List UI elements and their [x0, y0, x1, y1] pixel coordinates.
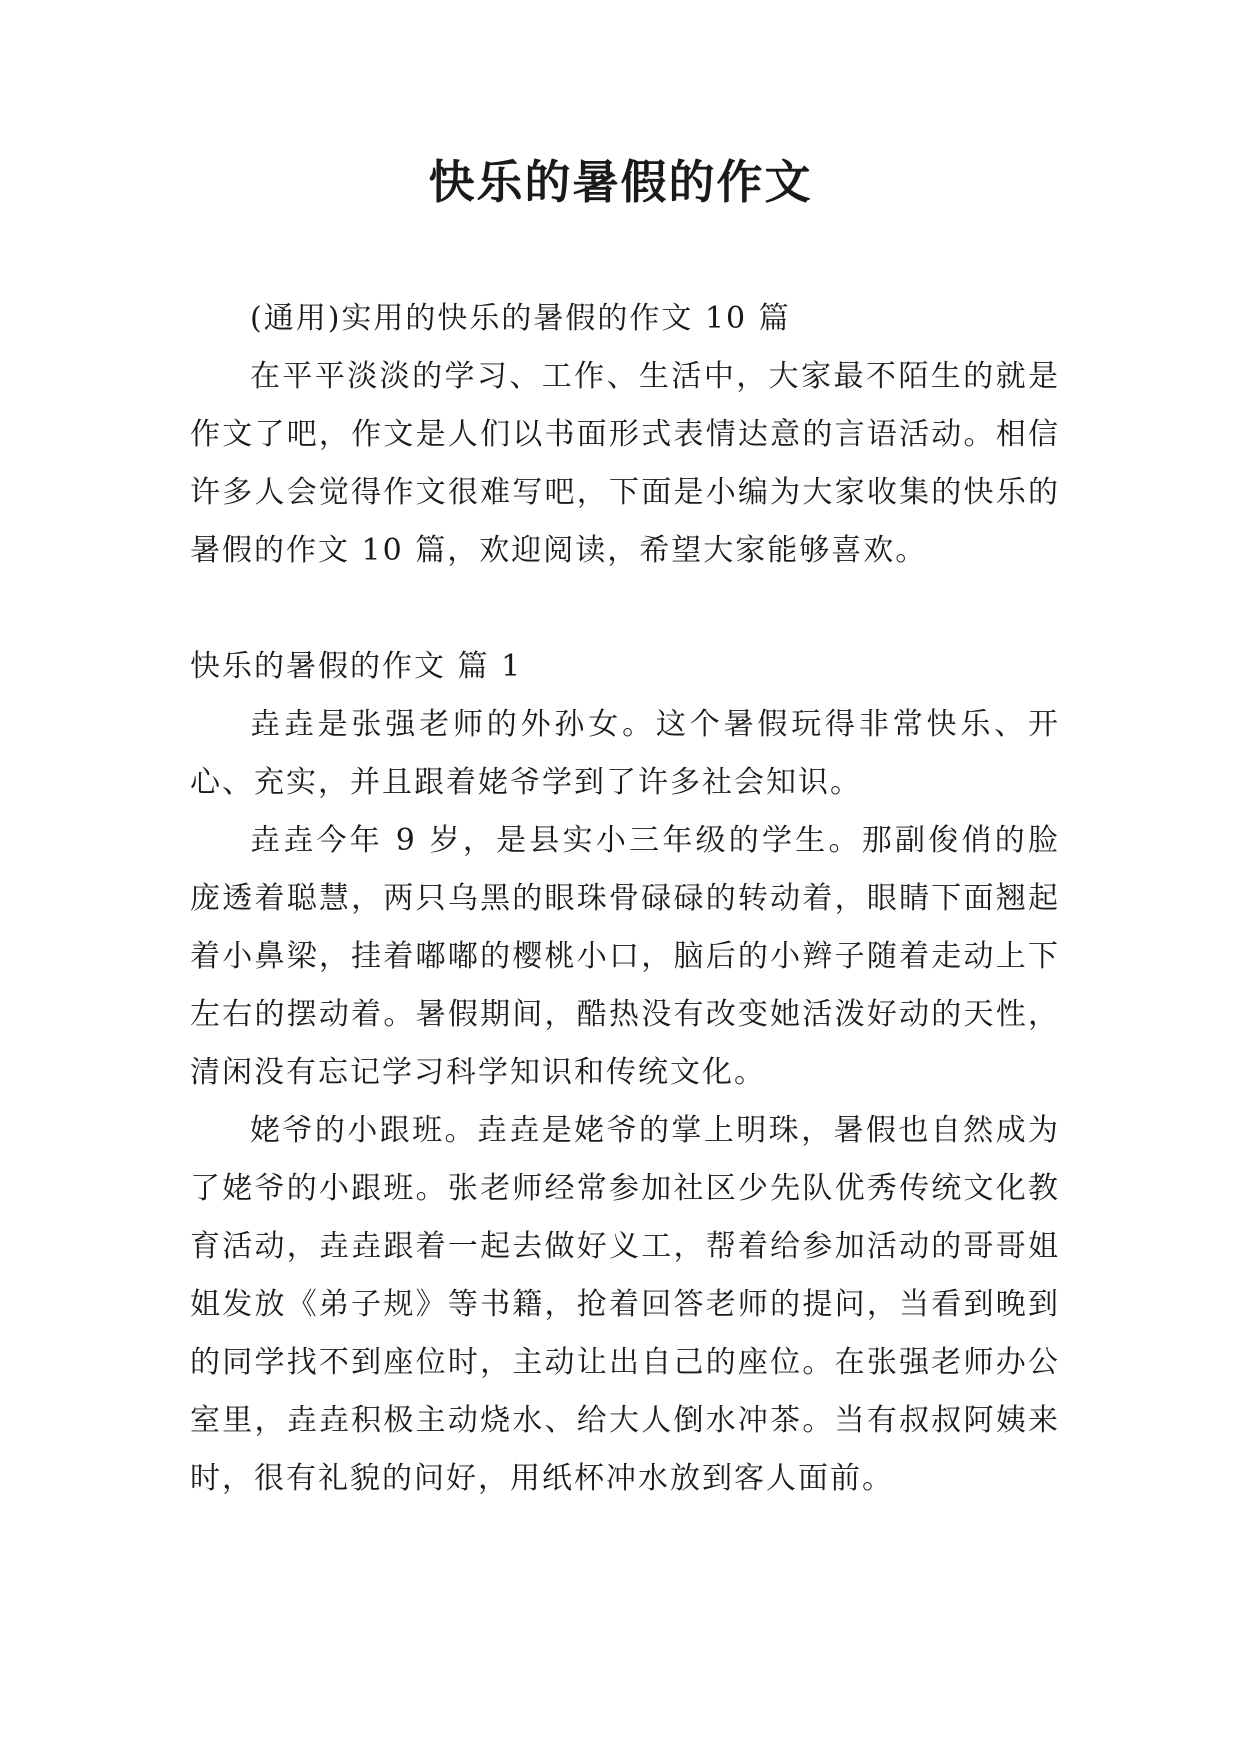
page-title: 快乐的暑假的作文 [428, 155, 813, 209]
section-heading: 快乐的暑假的作文 篇 1 [190, 649, 523, 684]
document-body [190, 290, 1060, 1508]
body-paragraph-2: 垚垚今年 9 岁，是县实小三年级的学生。那副俊俏的脸庞透着聪慧，两只乌黑的眼珠骨碌碌的转动着，眼睛下面翘起着小鼻梁，挂着嘟嘟的樱桃小口，脑后的小辫子随着走动上下左右的摆动着。暑假期间，酷热没有改变她活泼好动的天性，清闲没有忘记学习科学知识和传统文化。 [190, 823, 1060, 1090]
body-paragraph-1: 垚垚是张强老师的外孙女。这个暑假玩得非常快乐、开心、充实，并且跟着姥爷学到了许多社会知识。 [190, 707, 1060, 800]
document-subtitle: (通用)实用的快乐的暑假的作文 10 篇 [250, 301, 791, 336]
intro-paragraph: 在平平淡淡的学习、工作、生活中，大家最不陌生的就是作文了吧，作文是人们以书面形式表情达意的言语活动。相信许多人会觉得作文很难写吧，下面是小编为大家收集的快乐的暑假的作文 10 篇，欢迎阅读，希望大家能够喜欢。 [190, 359, 1060, 568]
body-paragraph-3: 姥爷的小跟班。垚垚是姥爷的掌上明珠，暑假也自然成为了姥爷的小跟班。张老师经常参加社区少先队优秀传统文化教育活动，垚垚跟着一起去做好义工，帮着给参加活动的哥哥姐姐发放《弟子规》等书籍，抢着回答老师的提问，当看到晚到的同学找不到座位时，主动让出自己的座位。在张强老师办公室里，垚垚积极主动烧水、给大人倒水冲茶。当有叔叔阿姨来时，很有礼貌的问好，用纸杯冲水放到客人面前。 [190, 1113, 1060, 1496]
